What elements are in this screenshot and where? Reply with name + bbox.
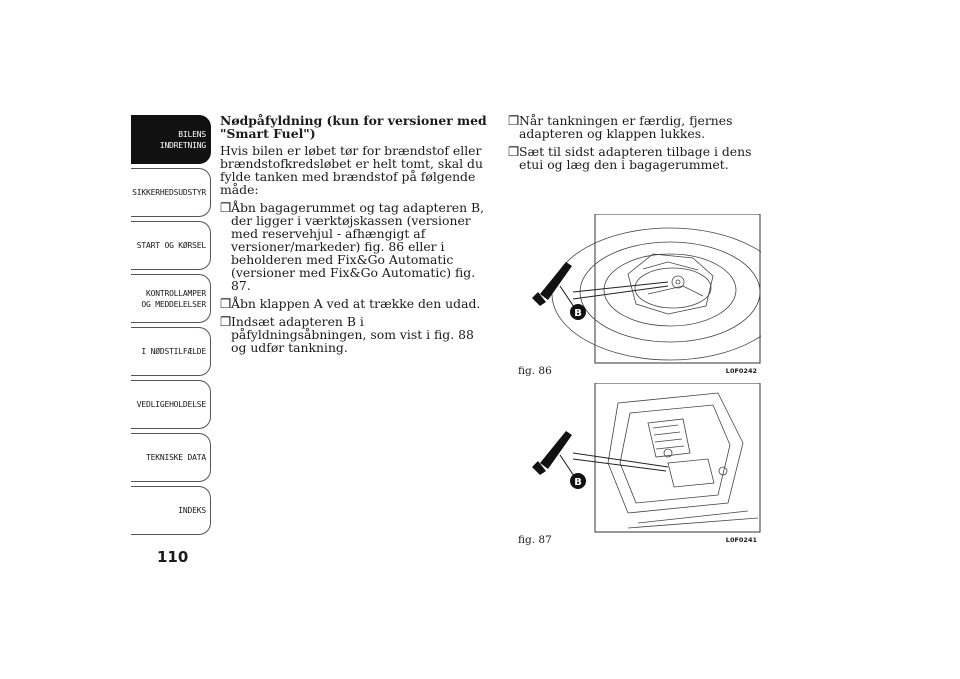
checkbox-bullet-icon: ❒: [220, 314, 232, 329]
intro-paragraph: Hvis bilen er løbet tør for brændstof eller brændstofkredsløbet er helt tomt, skal du fylde tanken med brændstof på følgende måde:: [220, 143, 483, 197]
spare-wheel-illustration: [518, 214, 761, 364]
checkbox-bullet-icon: ❒: [220, 200, 232, 215]
tab-label: KONTROLLAMPER OG MEDDELELSER: [141, 288, 206, 309]
list-item: [508, 145, 768, 171]
figure-code: L0F0242: [725, 367, 757, 375]
tab-label: INDEKS: [178, 506, 206, 515]
tab-label: BILENS INDRETNING: [159, 129, 206, 150]
tab-bilens-indretning[interactable]: [131, 115, 211, 164]
tab-vedligeholdelse[interactable]: [131, 380, 211, 429]
text-column-right: [508, 114, 768, 176]
list-item-text: Sæt til sidst adapteren tilbage i dens etui og læg den i bagagerummet.: [519, 144, 752, 172]
list-item: [220, 297, 492, 310]
tab-label: START OG KØRSEL: [136, 241, 206, 250]
list-item: [220, 315, 492, 354]
callout-label: B: [574, 477, 582, 488]
checkbox-bullet-icon: ❒: [508, 113, 520, 128]
chapter-tabs: [131, 115, 211, 539]
callout-label: B: [574, 308, 582, 319]
tab-tekniske-data[interactable]: [131, 433, 211, 482]
list-item-text: Når tankningen er færdig, fjernes adapteren og klappen lukkes.: [519, 113, 733, 141]
tab-start-og-korsel[interactable]: [131, 221, 211, 270]
section-heading: Nødpåfyldning (kun for versioner med "Smart Fuel"): [220, 113, 487, 141]
tab-label: VEDLIGEHOLDELSE: [136, 400, 206, 409]
list-item-text: Åbn klappen A ved at trække den udad.: [231, 296, 481, 311]
tab-i-nodstilfaelde[interactable]: [131, 327, 211, 376]
figure-86: [518, 214, 761, 377]
tab-label: TEKNISKE DATA: [145, 453, 206, 462]
text-column-left: [220, 114, 492, 359]
tab-kontrollamper[interactable]: [131, 274, 211, 323]
checkbox-bullet-icon: ❒: [220, 296, 232, 311]
figure-caption: fig. 86: [518, 365, 552, 377]
list-item-text: Åbn bagagerummet og tag adapteren B, der ligger i værktøjskassen (versioner med reservehjul - afhængigt af versioner/markeder) fig. 86 eller i beholderen med Fix&Go Automatic (versioner med Fix&Go Automatic) fig. 87.: [231, 200, 485, 293]
figure-caption-row: [518, 365, 761, 377]
tab-indeks[interactable]: [131, 486, 211, 535]
figure-code: L0F0241: [725, 536, 757, 544]
list-item: [220, 201, 492, 292]
tab-label: SIKKERHEDSUDSTYR: [132, 188, 206, 197]
tab-sikkerhedsudstyr[interactable]: [131, 168, 211, 217]
checkbox-bullet-icon: ❒: [508, 144, 520, 159]
list-item-text: Indsæt adapteren B i påfyldningsåbningen, som vist i fig. 88 og udfør tankning.: [231, 314, 474, 355]
list-item: [508, 114, 768, 140]
tab-label: I NØDSTILFÆLDE: [141, 347, 206, 356]
page-number: 110: [157, 548, 189, 566]
figure-87: [518, 383, 761, 546]
boot-container-illustration: [518, 383, 761, 533]
figure-caption-row: [518, 534, 761, 546]
figure-caption: fig. 87: [518, 534, 552, 546]
